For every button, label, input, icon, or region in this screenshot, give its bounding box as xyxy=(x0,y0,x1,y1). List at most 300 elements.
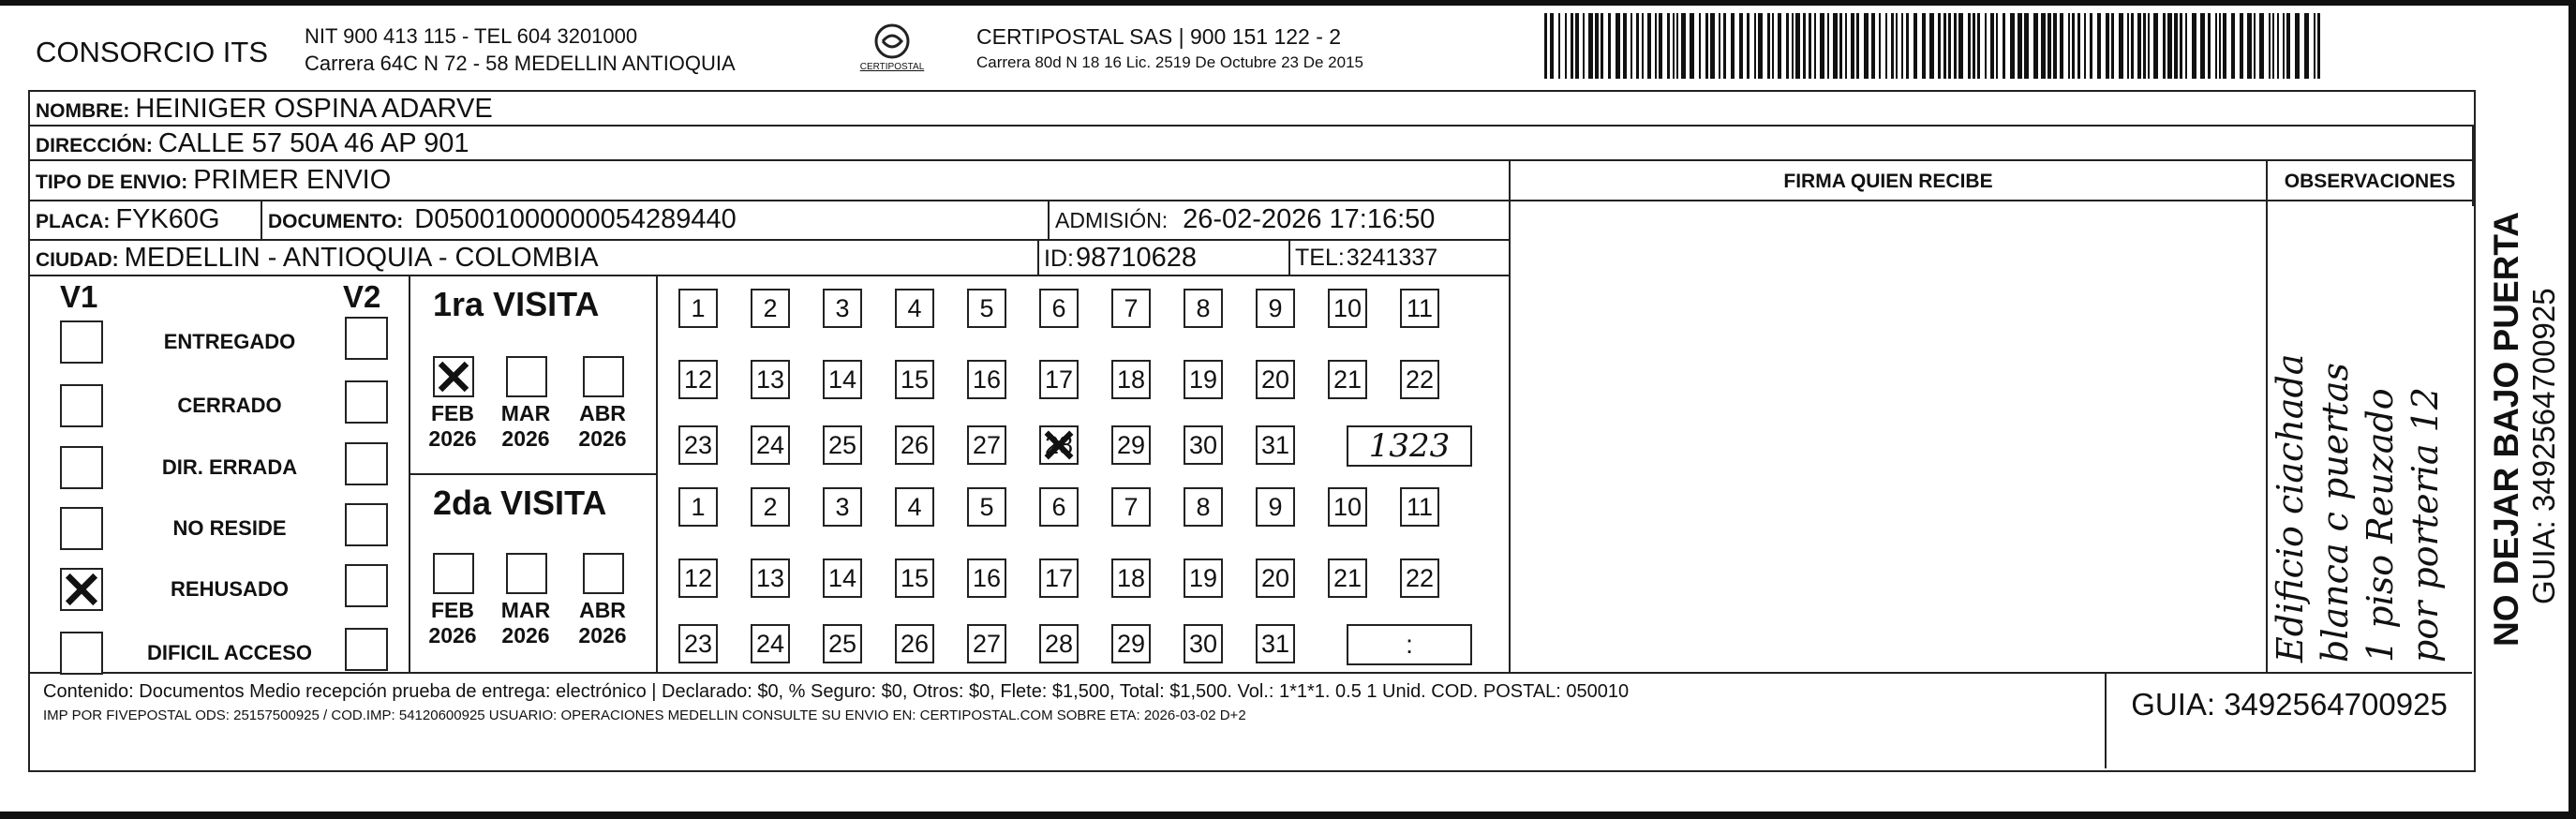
status-label: NO RESIDE xyxy=(172,516,287,540)
barcode-bar xyxy=(1719,13,1720,79)
day-number: 23 xyxy=(683,430,713,459)
barcode-bar xyxy=(2143,13,2146,79)
barcode-bar xyxy=(1996,13,1998,79)
day-number: 7 xyxy=(1124,492,1139,521)
barcode-bar xyxy=(1833,13,1838,79)
day-box[interactable] xyxy=(1111,558,1151,598)
barcode-bar xyxy=(1929,13,1934,79)
barcode-bar xyxy=(1814,13,1816,79)
first-visit-title: 1ra VISITA xyxy=(433,285,600,323)
ciudad-row xyxy=(36,243,599,274)
day-box[interactable] xyxy=(1039,289,1079,328)
side-title: NO DEJAR BAJO PUERTA xyxy=(2487,212,2525,647)
barcode-bar xyxy=(1723,13,1726,79)
barcode-bar xyxy=(2283,13,2285,79)
barcode-bar xyxy=(2131,13,2134,79)
barcode-bar xyxy=(1856,13,1859,79)
day-number: 28 xyxy=(1044,629,1074,658)
second-visit-title: 2da VISITA xyxy=(433,484,607,522)
barcode-bar xyxy=(2097,13,2101,79)
v1-label: V1 xyxy=(60,279,98,314)
status-label: ENTREGADO xyxy=(163,330,296,353)
day-number: 3 xyxy=(835,492,850,521)
day-number: 10 xyxy=(1333,293,1362,322)
day-box[interactable] xyxy=(1328,289,1367,328)
day-box[interactable] xyxy=(967,289,1006,328)
day-box[interactable] xyxy=(678,487,718,527)
day-box[interactable] xyxy=(751,425,790,465)
month-label: MAR xyxy=(500,598,551,622)
day-number: 7 xyxy=(1124,293,1139,322)
day-box[interactable] xyxy=(1111,624,1151,663)
day-box[interactable] xyxy=(1400,558,1439,598)
day-number: 12 xyxy=(683,563,713,592)
day-box[interactable] xyxy=(1256,624,1295,663)
day-number: 15 xyxy=(900,365,930,394)
time-box[interactable] xyxy=(1347,624,1472,665)
day-number: 19 xyxy=(1188,563,1218,592)
barcode-bar xyxy=(1795,13,1800,79)
barcode-bar xyxy=(1938,13,1941,79)
month-checkbox[interactable] xyxy=(433,553,474,594)
month-label: FEB xyxy=(431,598,474,622)
time-value: : xyxy=(1406,630,1413,659)
barcode-bar xyxy=(2148,13,2150,79)
side-guia: GUIA: 3492564700925 xyxy=(2526,288,2561,604)
observaciones-area[interactable] xyxy=(2268,201,2470,670)
observacion-line: por porteria 12 xyxy=(2405,387,2446,663)
bottom-border xyxy=(0,812,2576,819)
tipo-envio-row xyxy=(36,165,391,196)
day-number: 8 xyxy=(1196,293,1211,322)
day-number: 27 xyxy=(972,629,1002,658)
day-box[interactable] xyxy=(751,624,790,663)
company-address: Carrera 64C N 72 - 58 MEDELLIN ANTIOQUIA xyxy=(305,52,736,75)
tipo-envio-label: TIPO DE ENVIO: xyxy=(36,171,188,193)
barcode-bar xyxy=(1659,13,1662,79)
day-number: 28 xyxy=(1044,430,1074,459)
time-value: 1323 xyxy=(1368,427,1451,465)
signature-area[interactable] xyxy=(1511,201,2264,670)
v1-checkbox[interactable] xyxy=(60,446,103,489)
day-number: 4 xyxy=(907,293,922,322)
v2-checkbox[interactable] xyxy=(345,503,388,546)
barcode-bar xyxy=(1792,13,1794,79)
barcode-bar xyxy=(2072,13,2075,79)
month-checkbox[interactable] xyxy=(433,356,474,397)
barcode-bar xyxy=(1681,13,1686,79)
v2-label: V2 xyxy=(343,279,381,314)
barcode-bar xyxy=(1588,13,1593,79)
day-box[interactable] xyxy=(1184,360,1223,399)
day-box[interactable] xyxy=(751,487,790,527)
direccion-row xyxy=(36,128,469,159)
barcode-bar xyxy=(1630,13,1632,79)
day-number: 8 xyxy=(1196,492,1211,521)
barcode-bar xyxy=(1954,13,1957,79)
day-box[interactable] xyxy=(823,360,862,399)
barcode-bar xyxy=(2024,13,2029,79)
barcode-bar xyxy=(1673,13,1675,79)
barcode-bar xyxy=(1636,13,1639,79)
v2-checkbox[interactable] xyxy=(345,564,388,607)
admision-label: ADMISIÓN: xyxy=(1055,208,1169,232)
day-number: 17 xyxy=(1044,563,1074,592)
day-number: 21 xyxy=(1333,365,1362,394)
carrier-name: CERTIPOSTAL SAS | 900 151 122 - 2 xyxy=(976,24,1342,49)
barcode-bar xyxy=(1647,13,1651,79)
day-box[interactable] xyxy=(1400,289,1439,328)
barcode-bar xyxy=(2215,13,2217,79)
barcode-bar xyxy=(1839,13,1842,79)
day-box[interactable] xyxy=(1328,360,1367,399)
day-box[interactable] xyxy=(1256,360,1295,399)
day-box[interactable] xyxy=(1039,558,1079,598)
day-box[interactable] xyxy=(967,360,1006,399)
year-label: 2026 xyxy=(428,426,477,451)
barcode-bar xyxy=(1575,13,1579,79)
barcode-bar xyxy=(2068,13,2070,79)
day-box[interactable] xyxy=(678,360,718,399)
month-label: MAR xyxy=(500,401,551,425)
barcode-bar xyxy=(2010,13,2015,79)
barcode-bar xyxy=(1973,13,1975,79)
barcode-bar xyxy=(2304,13,2309,79)
day-box[interactable] xyxy=(1184,558,1223,598)
barcode-bar xyxy=(1827,13,1829,79)
barcode-bar xyxy=(1642,13,1644,79)
placa-value: FYK60G xyxy=(115,204,220,234)
day-number: 9 xyxy=(1268,293,1283,322)
day-number: 30 xyxy=(1188,430,1218,459)
day-box[interactable] xyxy=(1400,360,1439,399)
day-box[interactable] xyxy=(1256,558,1295,598)
day-number: 31 xyxy=(1260,629,1290,658)
barcode-bar xyxy=(2231,13,2235,79)
day-box[interactable] xyxy=(1111,487,1151,527)
day-number: 31 xyxy=(1260,430,1290,459)
barcode-bar xyxy=(2254,13,2256,79)
day-box[interactable] xyxy=(1184,624,1223,663)
barcode-bar xyxy=(1544,13,1547,79)
day-box[interactable] xyxy=(678,425,718,465)
day-box[interactable] xyxy=(895,425,934,465)
carrier-address: Carrera 80d N 18 16 Lic. 2519 De Octubre 23 De 2015 xyxy=(976,53,1363,71)
day-number: 4 xyxy=(907,492,922,521)
barcode-bar xyxy=(1608,13,1611,79)
logo-text: CERTIPOSTAL xyxy=(859,62,925,72)
day-number: 21 xyxy=(1333,563,1362,592)
day-number: 17 xyxy=(1044,365,1074,394)
barcode-bar xyxy=(2127,13,2129,79)
day-box[interactable] xyxy=(1111,360,1151,399)
day-box[interactable] xyxy=(895,289,934,328)
day-number: 24 xyxy=(755,430,785,459)
month-checkbox[interactable] xyxy=(583,553,624,594)
barcode-bar xyxy=(2090,13,2092,79)
barcode-bar xyxy=(1595,13,1599,79)
status-label: CERRADO xyxy=(177,394,282,417)
day-box[interactable] xyxy=(1256,425,1295,465)
barcode-bar xyxy=(2111,13,2114,79)
day-number: 18 xyxy=(1116,365,1146,394)
day-box[interactable] xyxy=(967,425,1006,465)
barcode-bar xyxy=(1565,13,1567,79)
day-box[interactable] xyxy=(1039,425,1079,465)
direccion-label: DIRECCIÓN: xyxy=(36,135,153,156)
footer-guia: GUIA: 3492564700925 xyxy=(2131,687,2448,722)
observaciones-label: OBSERVACIONES xyxy=(2284,171,2456,192)
day-number: 29 xyxy=(1116,430,1146,459)
v2-checkbox[interactable] xyxy=(345,380,388,424)
barcode-bar xyxy=(2223,13,2226,79)
barcode-bar xyxy=(2077,13,2080,79)
day-number: 16 xyxy=(972,563,1002,592)
barcode-bar xyxy=(2060,13,2063,79)
barcode-bar xyxy=(1690,13,1694,79)
day-box[interactable] xyxy=(1328,558,1367,598)
year-label: 2026 xyxy=(578,623,627,648)
barcode-bar xyxy=(1958,13,1963,79)
day-number: 13 xyxy=(755,365,785,394)
admision-row xyxy=(1055,204,1435,235)
barcode-bar xyxy=(2033,13,2038,79)
barcode-bar xyxy=(1623,13,1627,79)
barcode-bar xyxy=(2317,13,2320,79)
day-box[interactable] xyxy=(1111,289,1151,328)
day-number: 1 xyxy=(691,293,706,322)
day-number: 5 xyxy=(979,293,994,322)
barcode-bar xyxy=(1758,13,1763,79)
documento-label: DOCUMENTO: xyxy=(268,211,404,232)
day-box[interactable] xyxy=(895,558,934,598)
barcode-bar xyxy=(2119,13,2123,79)
v1-checkbox[interactable] xyxy=(60,384,103,427)
id-row xyxy=(1044,243,1197,274)
day-box[interactable] xyxy=(1184,487,1223,527)
month-checkbox[interactable] xyxy=(506,553,547,594)
day-box[interactable] xyxy=(1039,360,1079,399)
side-text xyxy=(2487,122,2562,647)
barcode-bar xyxy=(2269,13,2271,79)
day-box[interactable] xyxy=(895,487,934,527)
day-number: 26 xyxy=(900,430,930,459)
day-box[interactable] xyxy=(751,558,790,598)
day-box[interactable] xyxy=(678,289,718,328)
day-box[interactable] xyxy=(823,425,862,465)
barcode-bar xyxy=(1913,13,1917,79)
top-border xyxy=(0,0,2576,6)
barcode-bar xyxy=(1772,13,1774,79)
barcode-bar xyxy=(1879,13,1881,79)
barcode-bar xyxy=(1906,13,1909,79)
day-number: 14 xyxy=(827,365,857,394)
barcode-bar xyxy=(2174,13,2178,79)
day-number: 25 xyxy=(827,629,857,658)
v1-checkbox[interactable] xyxy=(60,568,103,611)
direccion-value: CALLE 57 50A 46 AP 901 xyxy=(157,128,469,158)
day-number: 27 xyxy=(972,430,1002,459)
day-number: 18 xyxy=(1116,563,1146,592)
barcode-bar xyxy=(2185,13,2187,79)
right-border xyxy=(2569,0,2576,819)
footer-line-1: Contenido: Documentos Medio recepción prueba de entrega: electrónico | Declarado: $0, % Seguro: $0, Otros: $0, Flete: $1,500, Total: $1,500. Vol.: 1*1*1. 0.5 1 Unid. COD. POSTAL: 050010 xyxy=(43,681,1630,702)
day-box[interactable] xyxy=(678,558,718,598)
barcode-bar xyxy=(1891,13,1894,79)
barcode-bar xyxy=(1583,13,1585,79)
placa-row xyxy=(36,204,220,235)
month-label: ABR xyxy=(579,401,626,425)
status-label: DIR. ERRADA xyxy=(161,455,298,479)
month-label: FEB xyxy=(431,401,474,425)
day-box[interactable] xyxy=(678,624,718,663)
barcode-bar xyxy=(2153,13,2158,79)
year-label: 2026 xyxy=(578,426,627,451)
nombre-label: NOMBRE: xyxy=(36,100,130,122)
day-box[interactable] xyxy=(1400,487,1439,527)
day-number: 10 xyxy=(1333,492,1362,521)
barcode-bar xyxy=(1943,13,1946,79)
barcode-bar xyxy=(2219,13,2221,79)
day-box[interactable] xyxy=(1184,425,1223,465)
barcode-bar xyxy=(2295,13,2300,79)
day-box[interactable] xyxy=(823,624,862,663)
barcode-bar xyxy=(1845,13,1847,79)
year-label: 2026 xyxy=(501,623,550,648)
barcode-bar xyxy=(1747,13,1750,79)
day-number: 25 xyxy=(827,430,857,459)
month-label: ABR xyxy=(579,598,626,622)
day-box[interactable] xyxy=(751,360,790,399)
barcode-bar xyxy=(1739,13,1743,79)
day-number: 2 xyxy=(763,293,778,322)
day-number: 6 xyxy=(1051,492,1066,521)
day-box[interactable] xyxy=(967,558,1006,598)
barcode-bar xyxy=(1710,13,1715,79)
day-box[interactable] xyxy=(823,289,862,328)
time-box[interactable] xyxy=(1347,425,1472,467)
day-box[interactable] xyxy=(895,624,934,663)
day-box[interactable] xyxy=(823,558,862,598)
barcode-bar xyxy=(1851,13,1854,79)
barcode-bar xyxy=(1601,13,1603,79)
barcode-bar xyxy=(2003,13,2005,79)
v2-checkbox[interactable] xyxy=(345,317,388,360)
barcode-bar xyxy=(2053,13,2057,79)
day-number: 14 xyxy=(827,563,857,592)
barcode-bar xyxy=(1820,13,1824,79)
barcode-bar xyxy=(1571,13,1573,79)
day-box[interactable] xyxy=(1184,289,1223,328)
month-checkbox[interactable] xyxy=(506,356,547,397)
v1-checkbox[interactable] xyxy=(60,320,103,364)
id-label: ID: xyxy=(1044,246,1074,272)
barcode-bar xyxy=(2200,13,2205,79)
barcode-bar xyxy=(2137,13,2141,79)
barcode-bar xyxy=(1985,13,1987,79)
day-number: 26 xyxy=(900,629,930,658)
status-label: DIFICIL ACCESO xyxy=(146,641,312,664)
barcode-bar xyxy=(1731,13,1735,79)
placa-label: PLACA: xyxy=(36,211,111,232)
day-box[interactable] xyxy=(1039,487,1079,527)
day-number: 19 xyxy=(1188,365,1218,394)
barcode-bar xyxy=(1968,13,1971,79)
barcode-bar xyxy=(1948,13,1951,79)
day-number: 3 xyxy=(835,293,850,322)
barcode-bar xyxy=(1864,13,1869,79)
day-number: 15 xyxy=(900,563,930,592)
barcode-bar xyxy=(1871,13,1875,79)
certipostal-logo xyxy=(855,22,930,79)
day-number: 22 xyxy=(1405,365,1435,394)
documento-row xyxy=(268,204,737,235)
v2-checkbox[interactable] xyxy=(345,442,388,485)
day-number: 11 xyxy=(1406,293,1434,322)
day-box[interactable] xyxy=(751,289,790,328)
status-label: REHUSADO xyxy=(171,577,289,601)
day-number: 9 xyxy=(1268,492,1283,521)
barcode-bar xyxy=(1754,13,1756,79)
footer-line-2: IMP POR FIVEPOSTAL ODS: 25157500925 / COD.IMP: 54120600925 USUARIO: OPERACIONES MEDELLIN CONSULTE SU ENVIO EN: CERTIPOSTAL.COM SOBRE ETA: 2026-03-02 D+2 xyxy=(43,707,1246,723)
documento-value: D05001000000054289440 xyxy=(414,204,737,234)
barcode-bar xyxy=(1809,13,1811,79)
day-box[interactable] xyxy=(1111,425,1151,465)
day-number: 20 xyxy=(1260,563,1290,592)
observacion-line: 1 piso Reuzado xyxy=(2360,388,2401,663)
barcode-bar xyxy=(2247,13,2252,79)
barcode-bar xyxy=(1655,13,1657,79)
day-box[interactable] xyxy=(1039,624,1079,663)
observacion-line: blanca c puertas xyxy=(2315,363,2356,663)
company-nit-tel: NIT 900 413 115 - TEL 604 3201000 xyxy=(305,24,638,48)
barcode-bar xyxy=(2192,13,2196,79)
barcode-bar xyxy=(2084,13,2086,79)
day-number: 6 xyxy=(1051,293,1066,322)
day-number: 29 xyxy=(1116,629,1146,658)
day-number: 24 xyxy=(755,629,785,658)
day-number: 20 xyxy=(1260,365,1290,394)
day-box[interactable] xyxy=(1328,487,1367,527)
day-box[interactable] xyxy=(1256,487,1295,527)
barcode-bar xyxy=(2277,13,2279,79)
day-number: 30 xyxy=(1188,629,1218,658)
barcode-bar xyxy=(2314,13,2315,79)
day-number: 1 xyxy=(691,492,706,521)
day-box[interactable] xyxy=(1256,289,1295,328)
barcode-bar xyxy=(1558,13,1560,79)
barcode-bar xyxy=(2240,13,2243,79)
barcode-bar xyxy=(1667,13,1670,79)
barcode-bar xyxy=(1922,13,1926,79)
barcode-bar xyxy=(2041,13,2046,79)
barcode-bar xyxy=(1767,13,1770,79)
v1-checkbox[interactable] xyxy=(60,507,103,550)
barcode-bar xyxy=(2286,13,2290,79)
barcode-bar xyxy=(1977,13,1980,79)
v2-checkbox[interactable] xyxy=(345,628,388,671)
barcode-bar xyxy=(1786,13,1789,79)
month-checkbox[interactable] xyxy=(583,356,624,397)
v1-checkbox[interactable] xyxy=(60,632,103,675)
day-box[interactable] xyxy=(967,624,1006,663)
tel-value: 3241337 xyxy=(1346,245,1438,271)
day-box[interactable] xyxy=(895,360,934,399)
year-label: 2026 xyxy=(428,623,477,648)
day-box[interactable] xyxy=(823,487,862,527)
barcode xyxy=(1544,13,2322,79)
day-box[interactable] xyxy=(967,487,1006,527)
